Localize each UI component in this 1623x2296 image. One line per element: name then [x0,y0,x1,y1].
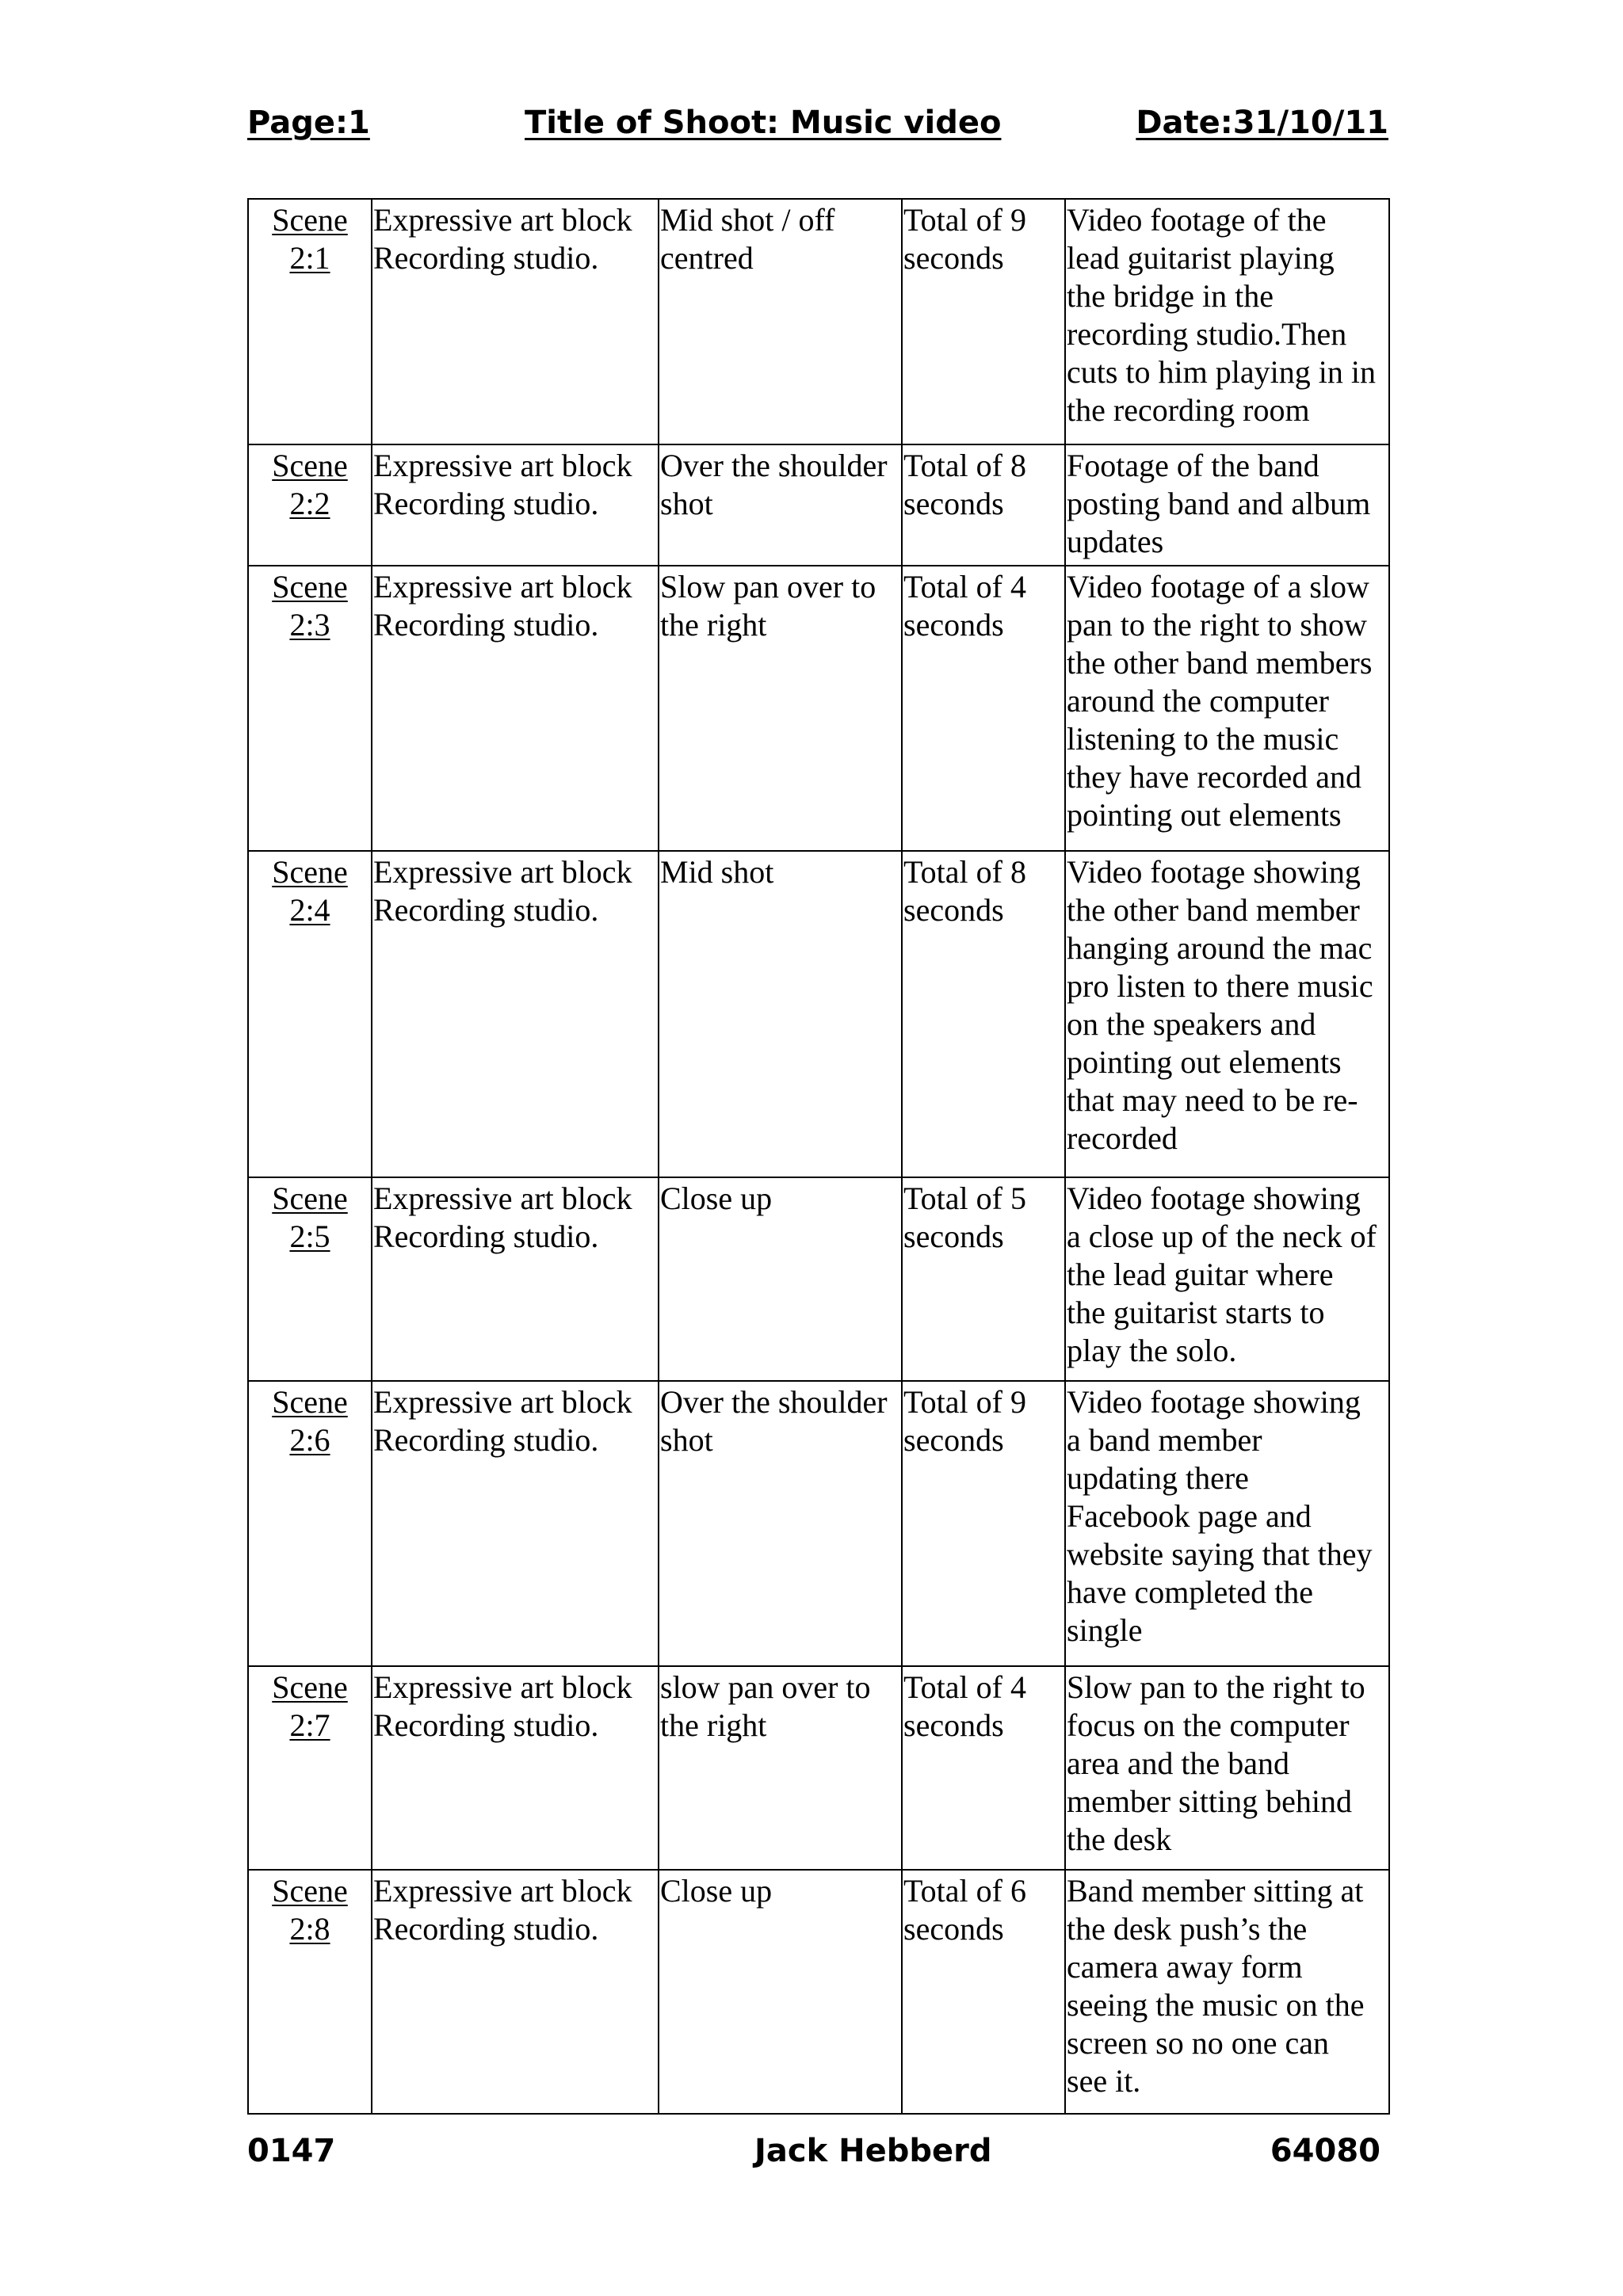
scene-label: Scene [272,1180,348,1216]
duration-cell: Total of 4 seconds [902,566,1065,851]
scene-cell [248,1870,372,2114]
shot-type-cell: Over the shoulder shot [659,1381,902,1666]
scene-label: Scene [272,202,348,238]
location-cell: Expressive art block Recording studio. [372,1177,659,1381]
description-cell: Footage of the band posting band and album updates [1065,444,1389,566]
page-number: Page:1 [247,105,370,141]
description-cell: Band member sitting at the desk push’s the camera away form seeing the music on the screen so no one can see it. [1065,1870,1389,2114]
shoot-title: Title of Shoot: Music video [525,105,1002,141]
scene-label: Scene [272,1669,348,1705]
scene-number: 2:8 [289,1911,330,1947]
duration-cell: Total of 9 seconds [902,1381,1065,1666]
duration-cell: Total of 5 seconds [902,1177,1065,1381]
scene-number: 2:3 [289,607,330,643]
description-cell: Video footage of a slow pan to the right to show the other band members around the computer listening to the music they have recorded and pointing out elements [1065,566,1389,851]
scene-number: 2:6 [289,1422,330,1458]
location-cell: Expressive art block Recording studio. [372,566,659,851]
shot-type-cell: Over the shoulder shot [659,444,902,566]
description-cell: Video footage showing a band member updating there Facebook page and website saying that they have completed the single [1065,1381,1389,1666]
scene-cell [248,1666,372,1870]
shot-type-cell: Close up [659,1177,902,1381]
scene-label: Scene [272,569,348,605]
duration-cell: Total of 4 seconds [902,1666,1065,1870]
scene-label: Scene [272,1384,348,1420]
table-row [248,1381,1389,1666]
scene-label: Scene [272,448,348,483]
table-row [248,444,1389,566]
location-cell: Expressive art block Recording studio. [372,1870,659,2114]
location-cell: Expressive art block Recording studio. [372,1666,659,1870]
shot-type-cell: Slow pan over to the right [659,566,902,851]
duration-cell: Total of 8 seconds [902,851,1065,1177]
location-cell: Expressive art block Recording studio. [372,851,659,1177]
table-row [248,1870,1389,2114]
description-cell: Slow pan to the right to focus on the computer area and the band member sitting behind the desk [1065,1666,1389,1870]
scene-label: Scene [272,854,348,890]
footer-number: 64080 [1270,2133,1381,2169]
location-cell: Expressive art block Recording studio. [372,199,659,444]
duration-cell: Total of 6 seconds [902,1870,1065,2114]
page-header [247,95,1388,151]
footer-code: 0147 [247,2133,336,2169]
table-row [248,1177,1389,1381]
scene-cell [248,444,372,566]
scene-number: 2:1 [289,240,330,276]
shot-list-table [247,198,1390,2115]
duration-cell: Total of 8 seconds [902,444,1065,566]
scene-number: 2:2 [289,486,330,521]
shot-type-cell: Mid shot [659,851,902,1177]
table-row [248,1666,1389,1870]
page-footer [247,2123,1388,2179]
duration-cell: Total of 9 seconds [902,199,1065,444]
description-cell: Video footage showing a close up of the neck of the lead guitar where the guitarist starts to play the solo. [1065,1177,1389,1381]
scene-number: 2:5 [289,1219,330,1254]
scene-number: 2:7 [289,1707,330,1743]
footer-author: Jack Hebberd [754,2133,992,2169]
scene-cell [248,1381,372,1666]
shot-type-cell: Close up [659,1870,902,2114]
scene-cell [248,199,372,444]
table-row [248,566,1389,851]
shot-type-cell: slow pan over to the right [659,1666,902,1870]
table-row [248,199,1389,444]
shoot-date: Date:31/10/11 [1136,105,1388,141]
scene-cell [248,1177,372,1381]
shot-type-cell: Mid shot / off centred [659,199,902,444]
scene-label: Scene [272,1873,348,1909]
location-cell: Expressive art block Recording studio. [372,1381,659,1666]
table-row [248,851,1389,1177]
scene-cell [248,566,372,851]
description-cell: Video footage of the lead guitarist playing the bridge in the recording studio.Then cuts to him playing in in the recording room [1065,199,1389,444]
scene-cell [248,851,372,1177]
description-cell: Video footage showing the other band member hanging around the mac pro listen to there music on the speakers and pointing out elements that may need to be re- recorded [1065,851,1389,1177]
location-cell: Expressive art block Recording studio. [372,444,659,566]
scene-number: 2:4 [289,892,330,928]
